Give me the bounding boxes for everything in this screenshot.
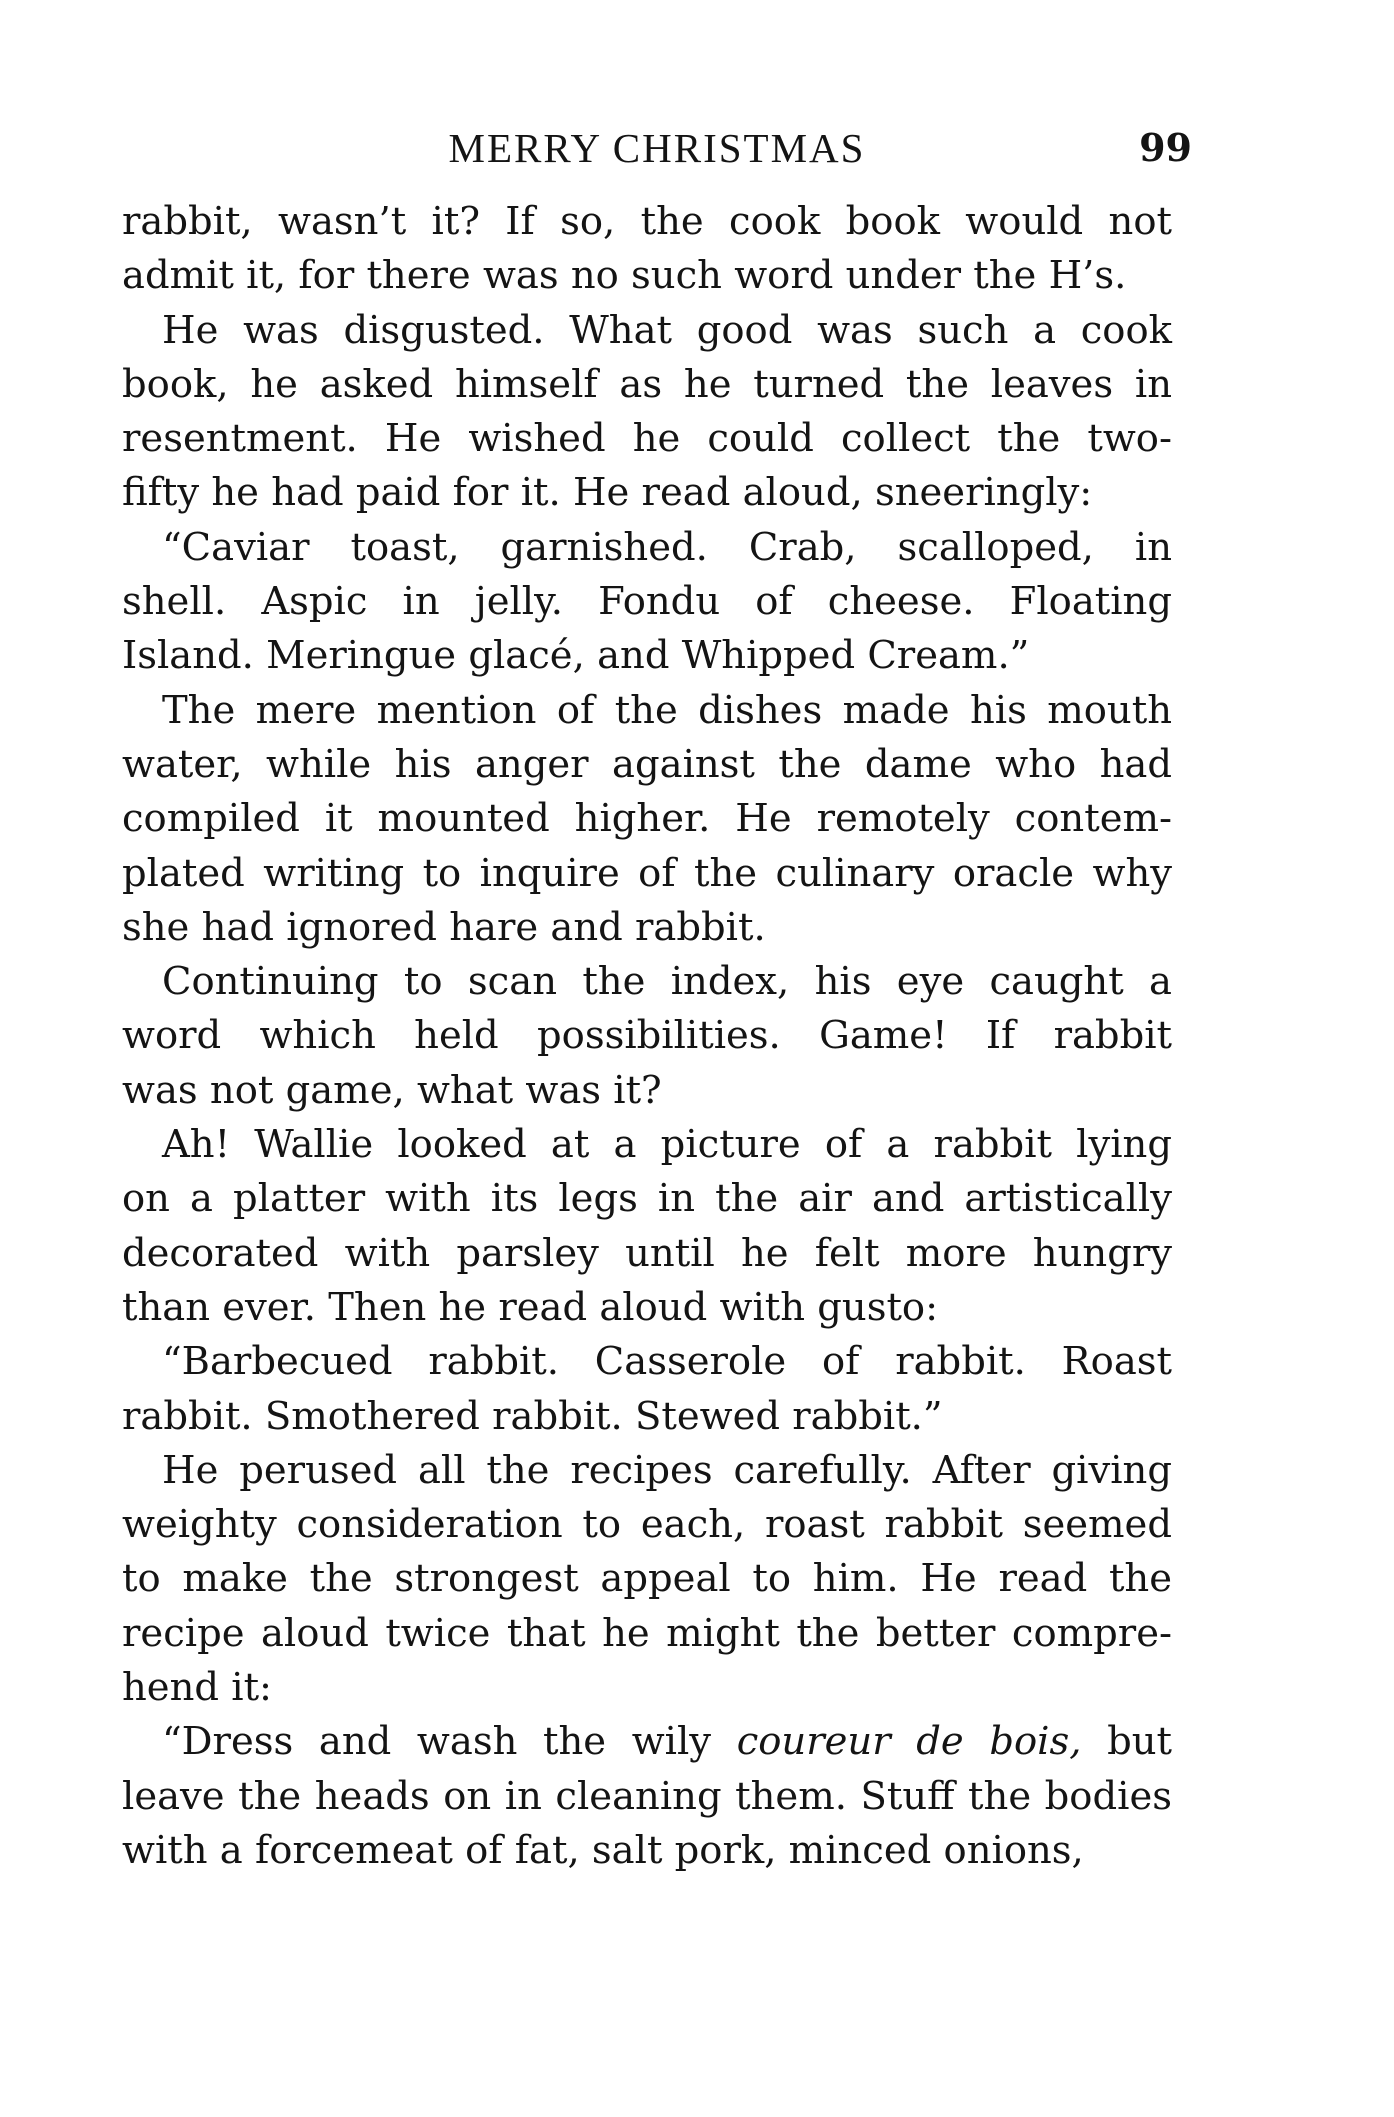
text-line: on a platter with its legs in the air and artistically — [122, 1176, 1172, 1222]
italic-phrase: coureur de bois, — [736, 1719, 1082, 1765]
text-line: “Barbecued rabbit. Casserole of rabbit. Roast — [162, 1339, 1172, 1385]
running-head — [122, 118, 1192, 178]
text-line: word which held possibilities. Game! If rabbit — [122, 1013, 1172, 1059]
text-line: Island. Meringue glacé, and Whipped Cream.” — [122, 633, 1030, 679]
text-line: He perused all the recipes carefully. After giving — [162, 1447, 1172, 1493]
text-line: leave the heads on in cleaning them. Stuff the bodies — [122, 1773, 1172, 1819]
text-line: Continuing to scan the index, his eye caught a — [162, 959, 1172, 1005]
text-line: shell. Aspic in jelly. Fondu of cheese. Floating — [122, 579, 1172, 625]
text-line: with a forcemeat of fat, salt pork, minced onions, — [122, 1827, 1084, 1873]
text-line: than ever. Then he read aloud with gusto: — [122, 1284, 939, 1330]
text-line: He was disgusted. What good was such a cook — [162, 307, 1172, 353]
text-line: water, while his anger against the dame who had — [122, 741, 1172, 787]
text-line: compiled it mounted higher. He remotely contem- — [122, 796, 1172, 842]
text-line: weighty consideration to each, roast rabbit seemed — [122, 1502, 1172, 1548]
text-segment: “Dress and wash the wily — [162, 1719, 737, 1765]
text-line: resentment. He wished he could collect the two- — [122, 416, 1172, 462]
text-line: decorated with parsley until he felt more hungry — [122, 1230, 1172, 1276]
text-line: was not game, what was it? — [122, 1067, 662, 1113]
text-line: she had ignored hare and rabbit. — [122, 904, 766, 950]
text-line: rabbit. Smothered rabbit. Stewed rabbit.” — [122, 1393, 943, 1439]
text-line: plated writing to inquire of the culinary oracle why — [122, 850, 1172, 896]
text-line: Ah! Wallie looked at a picture of a rabbit lying — [162, 1122, 1172, 1168]
text-line: to make the strongest appeal to him. He read the — [122, 1556, 1172, 1602]
text-line: admit it, for there was no such word under the H’s. — [122, 253, 1127, 299]
text-line: rabbit, wasn’t it? If so, the cook book would not — [122, 199, 1172, 244]
text-line: fifty he had paid for it. He read aloud, sneeringly: — [122, 470, 1093, 516]
text-segment: but — [1081, 1719, 1173, 1765]
text-line: hend it: — [122, 1665, 273, 1711]
text-line: book, he asked himself as he turned the leaves in — [122, 361, 1172, 407]
text-line: recipe aloud twice that he might the better compre- — [122, 1610, 1172, 1656]
running-title: MERRY CHRISTMAS — [448, 125, 866, 171]
text-line: “Caviar toast, garnished. Crab, scalloped, in — [162, 524, 1172, 570]
text-line — [122, 1715, 1172, 1769]
page-number: 99 — [1139, 125, 1192, 170]
text-line: The mere mention of the dishes made his mouth — [162, 687, 1172, 733]
body-text — [122, 195, 1172, 1878]
